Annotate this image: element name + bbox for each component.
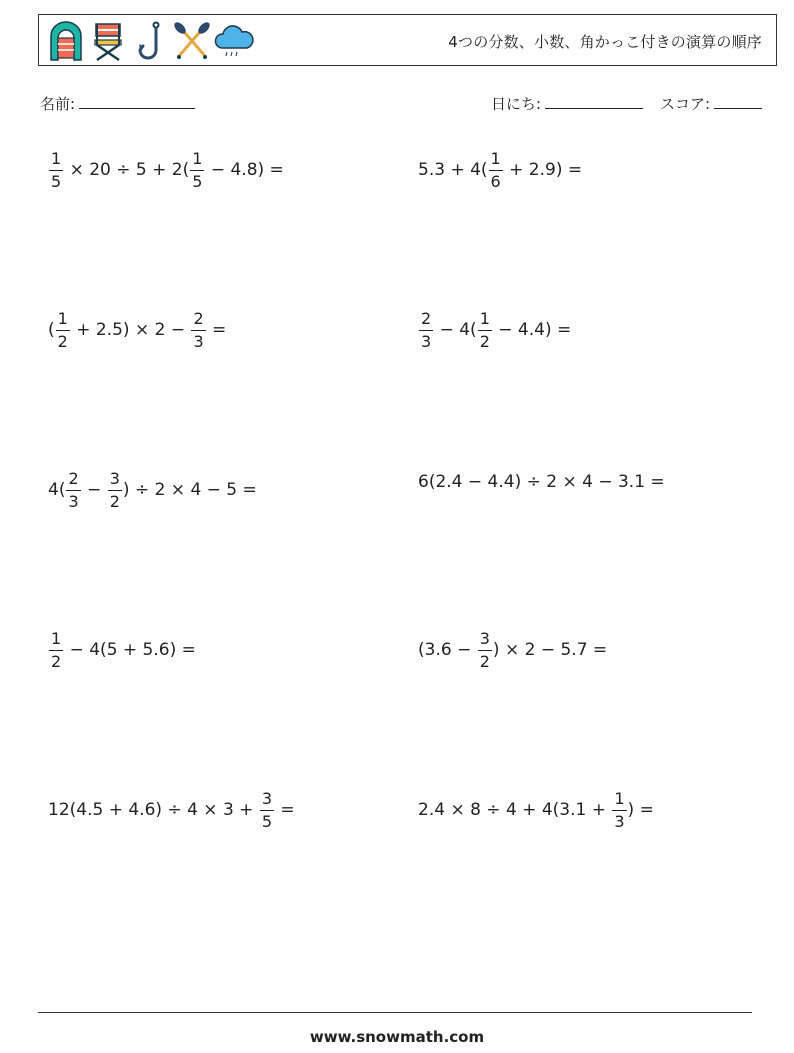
- expression-text: − 4(: [434, 320, 477, 340]
- expression-text: ) =: [627, 800, 654, 820]
- expression-text: − 4(5 + 5.6) =: [64, 640, 196, 660]
- fraction-denominator: 2: [51, 651, 62, 671]
- score-blank[interactable]: [714, 94, 762, 109]
- name-blank[interactable]: [79, 94, 195, 109]
- header-icons: [45, 20, 255, 62]
- fraction: [191, 308, 205, 351]
- expression-text: (3.6 −: [418, 640, 477, 660]
- fraction: [489, 148, 503, 191]
- expression-text: × 20 ÷ 5 + 2(: [64, 160, 190, 180]
- fraction-denominator: 2: [109, 491, 120, 511]
- expression-text: 12(4.5 + 4.6) ÷ 4 × 3 +: [48, 800, 259, 820]
- fraction-numerator: 1: [49, 151, 63, 171]
- fraction-denominator: 2: [57, 331, 68, 351]
- fraction-numerator: 1: [478, 311, 492, 331]
- expression-text: − 4.8) =: [205, 160, 284, 180]
- expression-text: ) × 2 − 5.7 =: [492, 640, 608, 660]
- problem-7: [48, 620, 196, 680]
- fraction: [66, 468, 80, 511]
- problem-3: [48, 300, 226, 360]
- fraction-numerator: 2: [66, 471, 80, 491]
- fraction-denominator: 5: [192, 171, 203, 191]
- fraction-numerator: 2: [191, 311, 205, 331]
- expression-text: −: [81, 480, 107, 500]
- fraction-denominator: 3: [193, 331, 204, 351]
- fraction-denominator: 3: [421, 331, 432, 351]
- fraction: [56, 308, 70, 351]
- fraction: [49, 628, 63, 671]
- name-field: [40, 93, 195, 114]
- problem-5: [48, 460, 257, 520]
- fraction-numerator: 3: [478, 631, 492, 651]
- expression-text: =: [206, 320, 227, 340]
- date-label: 日にち:: [491, 95, 542, 113]
- fraction-numerator: 1: [56, 311, 70, 331]
- worksheet-header: [38, 14, 777, 66]
- expression-text: =: [275, 800, 295, 820]
- fraction-denominator: 5: [51, 171, 62, 191]
- expression-text: 6(2.4 − 4.4) ÷ 2 × 4 − 3.1 =: [418, 472, 665, 492]
- problem-10: [418, 780, 654, 840]
- score-field: [660, 93, 762, 114]
- paddles-icon: [171, 20, 213, 62]
- fraction: [190, 148, 204, 191]
- fraction-numerator: 1: [612, 791, 626, 811]
- footer-url: www.snowmath.com: [309, 1028, 485, 1046]
- fraction-numerator: 1: [190, 151, 204, 171]
- fraction: [478, 628, 492, 671]
- fraction: [612, 788, 626, 831]
- problem-4: [418, 300, 571, 360]
- expression-text: (: [48, 320, 55, 340]
- fraction-numerator: 1: [49, 631, 63, 651]
- fraction-numerator: 3: [260, 791, 274, 811]
- fraction-numerator: 1: [489, 151, 503, 171]
- fraction-denominator: 3: [68, 491, 79, 511]
- worksheet-title: 4つの分数、小数、角かっこ付きの演算の順序: [448, 33, 762, 51]
- fishing-hook-icon: [129, 20, 171, 62]
- problem-1: [48, 140, 284, 200]
- name-label: 名前:: [40, 95, 76, 113]
- expression-text: + 2.9) =: [503, 160, 583, 180]
- expression-text: 2.4 × 8 ÷ 4 + 4(3.1 +: [418, 800, 612, 820]
- expression-text: − 4.4) =: [492, 320, 572, 340]
- expression-text: ) ÷ 2 × 4 − 5 =: [122, 480, 257, 500]
- expression-text: 4(: [48, 480, 66, 500]
- problem-6: [418, 452, 665, 512]
- fraction-denominator: 3: [614, 811, 625, 831]
- fraction: [478, 308, 492, 351]
- expression-text: + 2.5) × 2 −: [70, 320, 191, 340]
- fraction-denominator: 2: [479, 651, 490, 671]
- fraction: [49, 148, 63, 191]
- inflatable-boat-icon: [45, 20, 87, 62]
- fraction-numerator: 3: [108, 471, 122, 491]
- fraction-denominator: 5: [261, 811, 272, 831]
- fraction: [108, 468, 122, 511]
- folding-chair-icon: [87, 20, 129, 62]
- date-field: [491, 93, 643, 114]
- expression-text: 5.3 + 4(: [418, 160, 488, 180]
- problem-2: [418, 140, 582, 200]
- problem-9: [48, 780, 295, 840]
- fraction: [419, 308, 433, 351]
- score-label: スコア:: [660, 95, 711, 113]
- fraction-denominator: 2: [479, 331, 490, 351]
- fraction: [260, 788, 274, 831]
- date-blank[interactable]: [545, 94, 643, 109]
- problem-8: [418, 620, 607, 680]
- rain-cloud-icon: [213, 20, 255, 62]
- footer-divider: [38, 1012, 752, 1013]
- fraction-numerator: 2: [419, 311, 433, 331]
- fraction-denominator: 6: [490, 171, 501, 191]
